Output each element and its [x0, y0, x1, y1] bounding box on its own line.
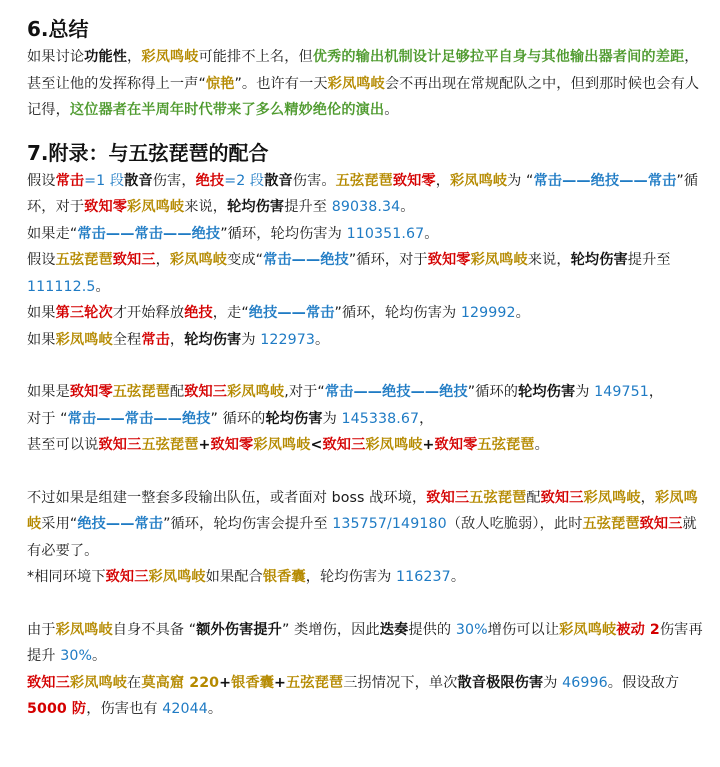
- text: 致知三: [426, 489, 470, 506]
- text: 散音: [264, 172, 293, 189]
- text: ”循环，轮均伤害会提升至: [163, 516, 333, 532]
- text: 绝技——常击: [77, 516, 164, 532]
- text: 伤害。: [292, 172, 336, 189]
- text: +: [274, 674, 287, 691]
- text: 五弦琵琶: [112, 384, 170, 400]
- paragraph-gap: [27, 591, 706, 617]
- paragraph-1: [27, 168, 706, 221]
- text: 才开始释放: [112, 305, 185, 321]
- text: 如果是: [27, 384, 70, 400]
- paragraph-9: [27, 564, 706, 591]
- text: 不过如果是组建一整套多段输出队伍，或者面对 boss 战环境，: [27, 489, 427, 506]
- text: ，: [419, 410, 434, 427]
- text: 46996: [562, 674, 608, 691]
- text: 轮均伤害: [184, 331, 242, 348]
- section-7-title: 7.附录：与五弦琵琶的配合: [27, 140, 269, 165]
- paragraph-3: [27, 247, 706, 300]
- text: 彩凤鸣岐: [141, 49, 199, 65]
- text: 。: [95, 278, 110, 295]
- text: 致知零: [392, 172, 436, 189]
- text: 变成“: [227, 252, 264, 268]
- text: 全程: [112, 331, 142, 348]
- text: 常击: [55, 172, 85, 189]
- text: 常击——常击——绝技: [77, 225, 221, 242]
- text: 致知三: [112, 252, 156, 268]
- text: 彩凤鸣岐: [450, 172, 508, 189]
- text: 。: [384, 102, 399, 118]
- text: ，: [648, 384, 664, 400]
- text: ，: [640, 489, 655, 506]
- text: =2 段: [224, 172, 265, 189]
- text: 五弦琵琶: [335, 172, 393, 189]
- text: 假设: [27, 252, 56, 268]
- text: 为: [322, 410, 342, 427]
- text: 彩凤鸣岐: [253, 437, 311, 453]
- text: 110351.67: [346, 225, 425, 242]
- text: 五弦琵琶: [477, 437, 535, 453]
- text: 由于: [27, 621, 56, 638]
- text: ”循环的: [467, 384, 519, 400]
- text: 。: [92, 648, 107, 664]
- text: 伤害再提升: [27, 621, 703, 664]
- text: ，: [155, 252, 170, 268]
- text: 散音: [124, 172, 153, 189]
- text: 就有必要了。: [27, 516, 697, 559]
- text: 优秀的输出机制设计足够拉平自身与其他输出器者间的差距: [312, 49, 685, 65]
- section-6-title: 6.总结: [27, 17, 89, 41]
- text: ，轮均伤害为: [305, 569, 397, 585]
- text: 122973: [260, 331, 316, 348]
- text: 配: [169, 384, 185, 400]
- paragraph-gap: [27, 459, 706, 485]
- paragraph-7: [27, 432, 706, 459]
- text: ，走“: [212, 305, 249, 321]
- text: ，: [435, 172, 450, 189]
- text: 致知三: [105, 569, 149, 585]
- text: 常击——绝技——绝技: [324, 384, 468, 400]
- text: 在: [127, 674, 142, 691]
- text: 惊艳: [205, 75, 235, 92]
- text: 为: [575, 384, 595, 400]
- text: 116237: [396, 569, 451, 585]
- text: 功能性: [84, 49, 128, 65]
- text: 彩凤鸣岐: [169, 252, 228, 268]
- text: 迭奏: [379, 621, 409, 638]
- text: 如果讨论: [27, 49, 85, 65]
- text: ，: [169, 331, 185, 348]
- text: 散音极限伤害: [457, 674, 544, 691]
- text: 42044: [162, 701, 208, 717]
- text: （敌人吃脆弱），此时: [446, 516, 583, 532]
- text: 致知三: [98, 437, 142, 453]
- text: 。假设敌方: [607, 674, 680, 691]
- text: 增伤可以让: [487, 621, 560, 638]
- text: +: [422, 437, 435, 453]
- text: 彩凤鸣岐: [583, 489, 641, 506]
- text: 轮均伤害: [518, 384, 576, 400]
- text: 对于 “: [27, 410, 68, 427]
- text: 135757/149180: [332, 516, 447, 532]
- text: 145338.67: [341, 410, 420, 427]
- text: 致知三: [322, 437, 366, 453]
- text: 绝技: [195, 172, 225, 189]
- text: 致知三: [540, 489, 584, 506]
- text: +: [198, 437, 211, 453]
- text: 如果配合: [205, 569, 263, 585]
- text: 常击——常击——绝技: [67, 410, 211, 427]
- text: ”循环，对于: [27, 172, 699, 215]
- paragraph-10: [27, 617, 706, 670]
- text: ，甚至让他的发挥称得上一声“: [27, 49, 699, 92]
- text: 。: [450, 569, 466, 585]
- text: ”循环，对于: [348, 252, 428, 268]
- text: ”。也许有一天: [234, 75, 328, 92]
- text: 五弦琵琶: [55, 252, 113, 268]
- text: 甚至可以说: [27, 437, 99, 453]
- text: 五弦琵琶: [582, 516, 640, 532]
- text: 采用“: [41, 516, 78, 532]
- text: 30%: [60, 648, 93, 664]
- text: 致知零: [69, 384, 113, 400]
- text: 。: [515, 305, 530, 321]
- text: 彩凤鸣岐: [127, 199, 185, 215]
- text: 来说，: [184, 199, 228, 215]
- text: 如果: [27, 305, 56, 321]
- text: 致知三: [639, 516, 683, 532]
- paragraph-8: [27, 485, 706, 565]
- text: 来说，: [527, 252, 571, 268]
- text: 常击——绝技: [263, 252, 349, 268]
- text: 彩凤鸣岐: [227, 384, 285, 400]
- text: 被动 2: [616, 621, 660, 638]
- text: ”循环，轮均伤害为: [334, 305, 461, 321]
- text: 彩凤鸣岐: [327, 75, 385, 92]
- text: 30%: [455, 621, 488, 638]
- paragraph-gap: [27, 353, 706, 379]
- text: 致知零: [434, 437, 478, 453]
- paragraph-11: [27, 670, 706, 723]
- text: 这位器者在半周年时代带来了多么精妙绝伦的演出: [69, 102, 385, 118]
- text: 彩凤鸣岐: [559, 621, 617, 638]
- text: 5000 防: [27, 701, 87, 717]
- text: 。: [424, 225, 439, 242]
- text: <: [310, 437, 323, 453]
- paragraph-5: [27, 327, 706, 354]
- text: 如果: [27, 331, 56, 348]
- text: 绝技——常击: [248, 305, 335, 321]
- text: 三拐情况下，单次: [343, 674, 458, 691]
- text: ,对于“: [284, 384, 325, 400]
- text: 常击——绝技——常击: [533, 172, 677, 189]
- text: 为 “: [507, 172, 534, 189]
- text: 绝技: [184, 305, 213, 321]
- text: 提供的: [408, 621, 456, 638]
- text: 111112.5: [27, 278, 96, 295]
- text: 彩凤鸣岐: [148, 569, 206, 585]
- text: 轮均伤害: [570, 252, 628, 268]
- paragraph-2: [27, 221, 706, 248]
- text: 轮均伤害: [265, 410, 323, 427]
- text: 额外伤害提升: [196, 621, 282, 638]
- text: 彩凤鸣岐: [55, 621, 113, 638]
- text: 莫高窟 220: [141, 674, 220, 691]
- text: 第三轮次: [55, 305, 113, 321]
- text: 为: [241, 331, 261, 348]
- text: 为: [543, 674, 563, 691]
- text: ” 类增伤，因此: [281, 621, 380, 638]
- text: 。: [207, 701, 223, 717]
- text: 伤害，: [152, 172, 196, 189]
- text: ，: [127, 49, 142, 65]
- text: 彩凤鸣岐: [69, 674, 128, 691]
- text: 149751: [594, 384, 649, 400]
- text: 彩凤鸣岐: [55, 331, 113, 348]
- text: 提升至: [627, 252, 671, 268]
- text: 银香囊: [231, 674, 275, 691]
- paragraph-4: [27, 300, 706, 327]
- text: 彩凤鸣岐: [27, 489, 698, 532]
- text: 假设: [27, 172, 56, 189]
- text: 。: [315, 331, 330, 348]
- text: 五弦琵琶: [286, 674, 344, 691]
- text: 常击: [141, 331, 170, 348]
- text: 致知零: [210, 437, 254, 453]
- text: 致知三: [184, 384, 228, 400]
- text: 。: [400, 199, 415, 215]
- text: 致知零: [84, 199, 128, 215]
- paragraph-6: [27, 379, 706, 432]
- text: 彩凤鸣岐: [365, 437, 423, 453]
- text: 89038.34: [331, 199, 401, 215]
- text: 129992: [460, 305, 516, 321]
- text: 五弦琵琶: [469, 489, 527, 506]
- text: 银香囊: [262, 569, 306, 585]
- text: 彩凤鸣岐: [470, 252, 528, 268]
- text: 。: [534, 437, 549, 453]
- text: 致知三: [27, 674, 70, 691]
- text: +: [219, 674, 232, 691]
- text: ”循环，轮均伤害为: [220, 225, 347, 242]
- text: ” 循环的: [210, 410, 266, 427]
- text: *相同环境下: [27, 569, 106, 585]
- text: 配: [526, 489, 541, 506]
- text: 自身不具备 “: [112, 621, 197, 638]
- text: 如果走“: [27, 225, 78, 242]
- text: 致知零: [427, 252, 471, 268]
- text: ，伤害也有: [86, 701, 163, 717]
- text: =1 段: [84, 172, 125, 189]
- text: 五弦琵琶: [141, 437, 199, 453]
- text: 提升至: [284, 199, 332, 215]
- section-6-paragraph: [27, 44, 706, 124]
- text: 可能排不上名，但: [198, 49, 313, 65]
- text: 轮均伤害: [227, 199, 285, 215]
- text: 会不再出现在常规配队之中，但到那时候也会有人记得，: [27, 75, 700, 118]
